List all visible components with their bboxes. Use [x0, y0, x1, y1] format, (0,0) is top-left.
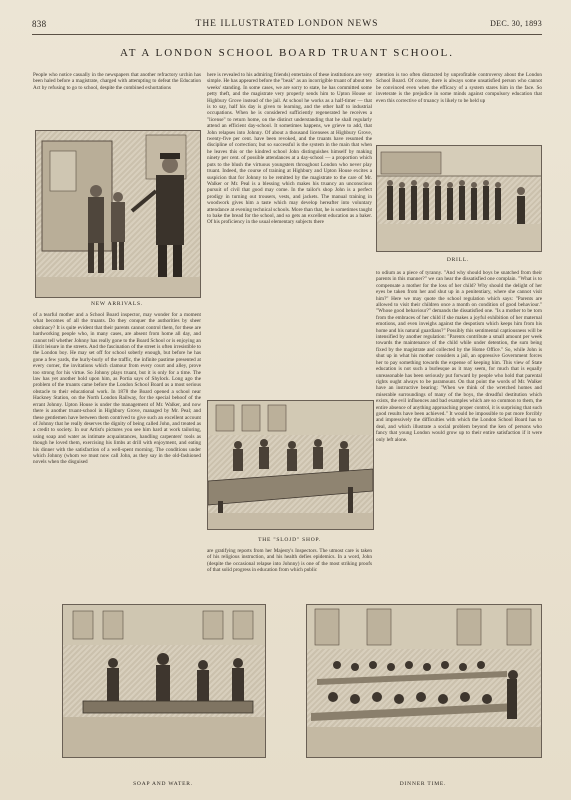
text-column-b-top: here is revealed to his admiring friends) entertains of these institutions are very simple. He has appeared before the "beak" as an incorrigible truant of about ten weeks' standing. In some cases, we are sorry to state, he has committed some petty theft, and the magistrate very properly sends him to Upton House or Highbury Grove instead of the jail. At school he works as a half-timer — that is to say, half his day is given to learning, and the other half to industrial occupations. When he is considered sufficiently regenerated he receives a "license" to return home, on the distinct understanding that he shall regularly attend an efficient day-school. It sometimes happens, we grieve to add, that John relapses into Johnny. Of about a thousand licensees at Highbury Grove, twenty-five per cent. have been revoked, and the truants have resumed the discipline of correction; but so successful is the system in the main that when he leaves this or the kindred school John distinguishes himself by making ninety per cent. of possible attendances at a day-school — a proportion which puts to the blush the virtuous youngsters throughout London who never play truant. Indeed, the course of training at Highbury and Upton House excites a suspicion that for Johnny to be remitted by the magistrate to the care of Mr. Walker or Mr. Peal is a blessing which makes his truancy an unconscious pursuit of civil that good may come. In the tailor's shop John is a perfect prodigy in turning out trousers, vests, and jackets. The manual training in woodwork gives him a taste which may develop hereafter into voluntary attendance at evening technical schools. More than that, he is sometimes taught to bake the bread for the school, and so gets an excellent education as a baker. Of his proficiency in the usual elementary subjects there: [207, 72, 372, 226]
engraving-soap-and-water: [63, 605, 265, 757]
illustration-soap-and-water: [62, 604, 266, 758]
header-rule: [32, 34, 542, 35]
caption-new-arrivals: NEW ARRIVALS.: [90, 301, 144, 307]
text-column-b-low: are gratifying reports from her Majesty's Inspectors. The utmost care is taken of his religious instruction, and his health defies epidemics. In a word, John (despite the occasional relapse into Johnny) is one of the most striking proofs of that solid progress in education from which public: [207, 548, 372, 574]
publication-name: THE ILLUSTRATED LONDON NEWS: [195, 19, 379, 29]
illustration-drill: [376, 145, 542, 252]
illustration-new-arrivals: [35, 130, 201, 298]
article-title: AT A LONDON SCHOOL BOARD TRUANT SCHOOL.: [120, 47, 454, 59]
engraving-sloyd-shop: [208, 401, 373, 529]
text-column-a-top: People who notice casually in the newspapers that another refractory urchin has been haled before a magistrate, charged with attempting to defeat the Education Act by refusing to go to school, despite the combined exhortations: [33, 72, 201, 91]
issue-date: DEC. 30, 1893: [490, 19, 542, 28]
engraving-drill: [377, 146, 541, 251]
page-number: 838: [32, 19, 47, 29]
illustration-dinner-time: [306, 604, 542, 758]
text-column-c-top: attention is too often distracted by unprofitable controversy about the London School Board. Of course, there is always some unsatisfied person who cannot be convinced even when the efficacy of a system stares him in the face. So inveterate is the prejudice in some minds against compulsory education that even this corrective of truancy is likely to be held up: [376, 72, 542, 104]
engraving-dinner-time: [307, 605, 541, 757]
caption-soap-and-water: SOAP AND WATER.: [133, 781, 193, 787]
illustration-sloyd-shop: [207, 400, 374, 530]
engraving-new-arrivals: [36, 131, 200, 297]
text-column-a-mid: of a tearful mother and a School Board inspector, may wonder for a moment what becomes of all the truants. Do they conquer the authorities by sheer obstinacy? It is quite evident that their parents cannot control them, for these are hardworking people who, in many cases, are absent from home all day, and cannot tell whether Johnny has really gone to the Board School or is enjoying an illicit leisure in the streets. And the fascination of the street is often irresistible to the London boy. He may set off for school soberly enough, but before he has gone a few yards, the hurly-burly of the traffic, the infinite pastime presented at every corner, the invitations which clamour from every court and alley, prove too strong for his virtue. So Johnny plays truant, but it is only for a time. The law has yet another hold upon him, as Portia says of Shylock. Long ago the problem of the truants came before the London School Board as a most serious obstacle to their educational work. In 1878 the Board opened a school near Hackney Station, on the North London Railway, for the special behoof of the errant Johnny. Upton House is under the management of Mr. Walker, and now there is another truant-school in Highbury Grove, managed by Mr. Peal; and these gentlemen have between them contrived to give such an excellent account of Johnny that he really deserves the dignity of being called John, and treated as a credit to society. In our Artist's pictures you see him hard at work tailoring, using soap and water as intimate acquaintances, handling carpenters' tools as though he loved them, exercising his limbs at drill with enjoyment, and eating his dinner with the satisfaction of a well-spent morning. The conditions under which Johnny (whom we must now call John, as they say in the old-fashioned novels when the disguised: [33, 312, 201, 466]
caption-dinner-time: DINNER TIME.: [399, 781, 447, 787]
page-header: [32, 16, 542, 30]
caption-sloyd-shop: THE "SLOJD" SHOP.: [258, 537, 321, 543]
caption-drill: DRILL.: [446, 257, 470, 263]
text-column-c-mid: to odium as a piece of tyranny. "And why should boys be snatched from their parents in this manner?" we can hear the dissatisfied one complain. "What is to compensate a mother for the loss of her child? Why should the delight of her eyes be taken from her and shut up in a penitentiary, where she cannot visit him?" Here we may quote the school regulation which says: "Parents are allowed to visit their children once a month on condition of good behaviour." "Whose good behaviour?" demands the dissatisfied one. "Is a mother to be torn from the embraces of her child if she makes a joyful exhibition of her maternal emotions, and even inveighs against the despotism which keeps him from his home and his natural guardians?" Possibly this sentimental captiousness will be intensified by another regulation: "Parents contribute a small amount per week towards the maintenance of the child while under detention, the sum being fixed by the magistrate and collected by the Home Office." So, while John is shut up in what his mother considers a jail, an oppressive Government forces her to pay something towards the expense of keeping him. This view of State education is not such a burlesque as it may seem, for much that is equally unreasonable has been seriously put forward by people who hold that parental rights ought always to be paramount. On that point the words of Mr. Walker have an instructive bearing: "When we think of the wretched homes and miserable surroundings of many of the boys, the dreadful destitution which exists, the evil influences and bad examples which are so common to them, the entire absence of anything approaching proper control, it is surprising that such good results have been achieved." It would be impossible to put more forcibly and impressively the difficulties with which the London School Board has to deal, and which illustrate a social problem beyond the ken of persons who fancy that young London would grow up to their entire satisfaction if it were only left alone.: [376, 270, 542, 443]
